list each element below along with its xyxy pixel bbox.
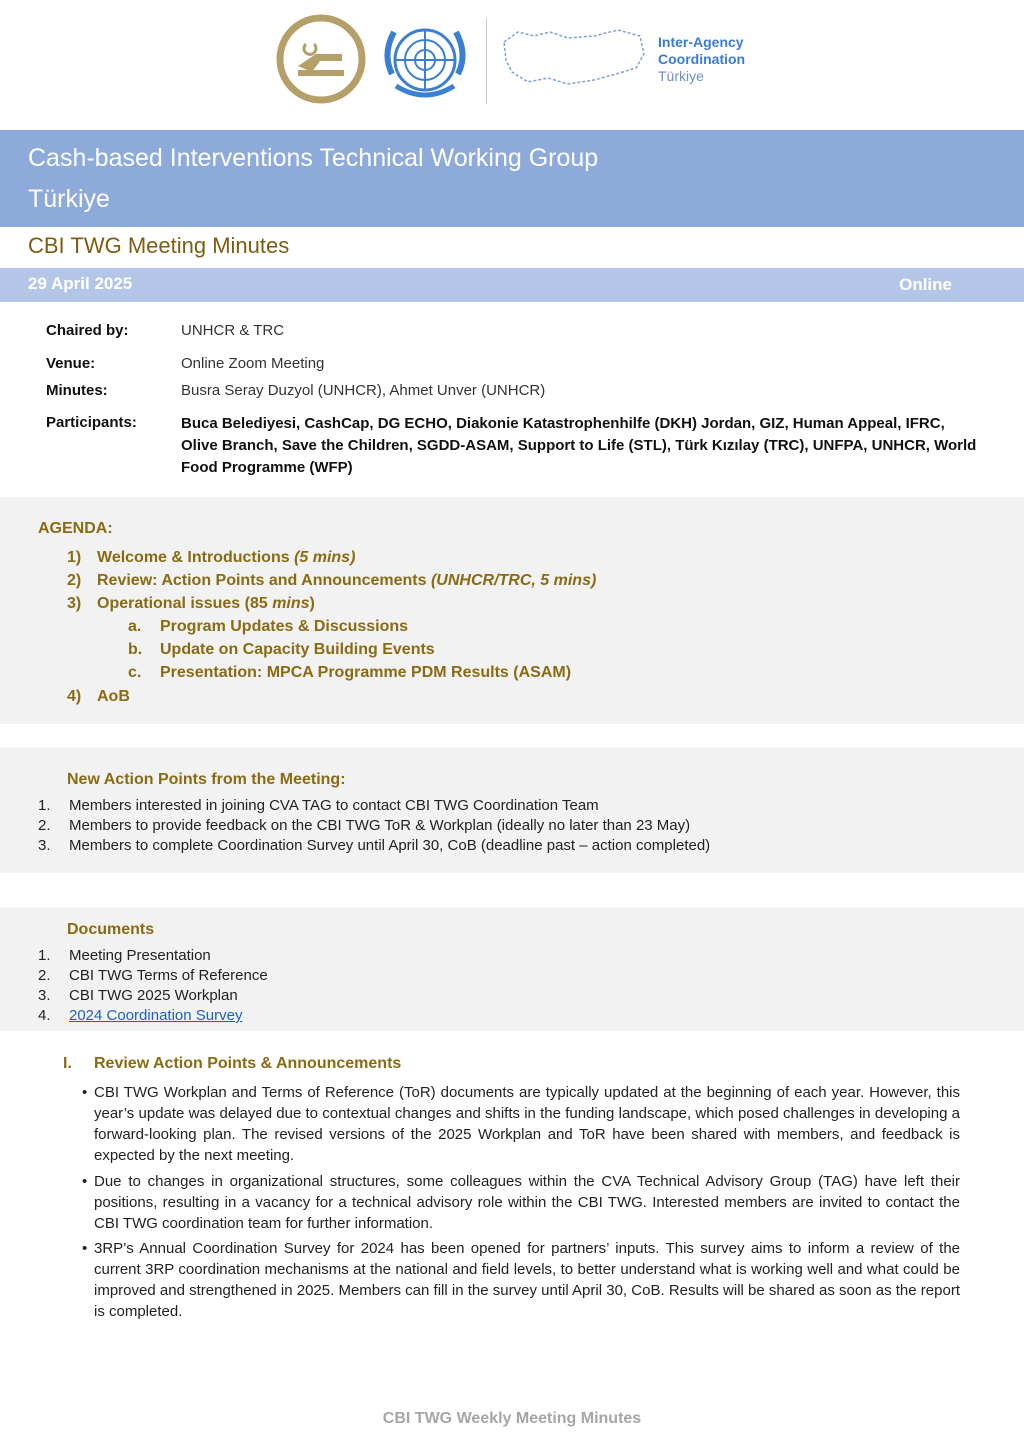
agenda-number: 4) (67, 688, 82, 705)
turkiye-map-icon (498, 24, 648, 94)
agenda-text: Welcome & Introductions (97, 549, 295, 566)
minutes-value: Busra Seray Duzyol (UNHCR), Ahmet Unver (UNHCR) (181, 382, 546, 399)
document-subtitle: CBI TWG Meeting Minutes (28, 233, 290, 258)
date-band (0, 268, 1024, 302)
logo-bar (276, 14, 756, 106)
agenda-item (67, 595, 315, 613)
agenda-letter: b. (128, 641, 143, 658)
document-item (38, 987, 238, 1004)
list-text: CBI TWG Terms of Reference (69, 967, 268, 984)
bullet-icon: • (82, 1173, 88, 1190)
participants-value: Buca Belediyesi, CashCap, DG ECHO, Diakonie Katastrophenhilfe (DKH) Jordan, GIZ, Human Appeal, IFRC, Olive Branch, Save the Children, SGDD-ASAM, Support to Life (STL), Türk Kızılay (TRC), UNFPA, UNHCR, World Food Programme (WFP) (181, 415, 977, 476)
agenda-note: (UNHCR/TRC, 5 mins) (430, 572, 597, 589)
meeting-date: 29 April 2025 (28, 274, 133, 293)
agenda-item (67, 688, 130, 706)
org-line-3: Türkiye (658, 68, 704, 84)
participants-label: Participants: (46, 414, 137, 431)
section-number: I. (63, 1055, 72, 1072)
document-item (38, 967, 268, 984)
review-bullet (82, 1082, 960, 1166)
bullet-text: 3RP’s Annual Coordination Survey for 2024 has been opened for partners’ inputs. This survey aims to inform a review of the current 3RP coordination mechanisms at the national and field levels, to better understand what is working well and what could be improved and strengthened in 2025. Members can fill in the survey until April 30, CoB. Results will be shared as soon as the report is completed. (94, 1240, 960, 1320)
list-number: 1. (38, 797, 51, 814)
chaired-value: UNHCR & TRC (181, 322, 285, 339)
agenda-text: Operational issues (85 (97, 595, 273, 612)
venue-value: Online Zoom Meeting (181, 355, 325, 372)
list-number: 2. (38, 817, 51, 834)
agenda-subitem (128, 641, 435, 659)
documents-title: Documents (67, 921, 155, 938)
agenda-title: AGENDA: (38, 520, 113, 537)
list-number: 4. (38, 1007, 51, 1024)
agenda-number: 3) (67, 595, 82, 612)
bullet-icon: • (82, 1084, 88, 1101)
list-text: CBI TWG 2025 Workplan (69, 987, 238, 1004)
action-point-item (38, 797, 599, 814)
chaired-label: Chaired by: (46, 322, 129, 339)
meeting-mode: Online (899, 275, 952, 294)
agenda-text: Update on Capacity Building Events (160, 641, 435, 658)
org-line-1: Inter-Agency (658, 34, 744, 50)
bullet-text: Due to changes in organizational structures, some colleagues within the CVA Technical Advisory Group (TAG) have left their positions, resulting in a vacancy for a technical advisory role within the CBI TWG. Interested members are invited to contact the CBI TWG coordination team for further information. (94, 1173, 960, 1232)
page-title: Cash-based Interventions Technical Working Group (28, 144, 599, 172)
venue-label: Venue: (46, 355, 96, 372)
coordination-survey-link[interactable]: 2024 Coordination Survey (69, 1007, 243, 1024)
logo-divider (486, 18, 487, 104)
agenda-item (67, 572, 596, 590)
action-points-title: New Action Points from the Meeting: (67, 771, 346, 788)
minutes-label: Minutes: (46, 382, 108, 399)
list-text: Members to provide feedback on the CBI TWG ToR & Workplan (ideally no later than 23 May) (69, 817, 691, 834)
agenda-subitem (128, 618, 408, 636)
agenda-text-close: ) (309, 595, 315, 612)
review-heading (63, 1055, 401, 1073)
org-name (658, 34, 745, 85)
review-bullet (82, 1238, 960, 1322)
agenda-number: 1) (67, 549, 82, 566)
review-title: Review Action Points & Announcements (94, 1055, 402, 1072)
bullet-icon: • (82, 1240, 88, 1257)
review-bullet (82, 1171, 960, 1234)
red-crescent-logo-icon (276, 14, 366, 104)
agenda-letter: a. (128, 618, 142, 635)
agenda-subitem (128, 664, 571, 682)
action-point-item (38, 817, 690, 834)
agenda-note: mins (272, 595, 310, 612)
document-item (38, 947, 211, 964)
list-number: 1. (38, 947, 51, 964)
action-point-item (38, 837, 710, 854)
agenda-item (67, 549, 355, 567)
un-emblem-icon (374, 14, 476, 106)
org-line-2: Coordination (658, 51, 746, 67)
agenda-number: 2) (67, 572, 82, 589)
document-item (38, 1007, 242, 1024)
agenda-letter: c. (128, 664, 142, 681)
list-number: 3. (38, 837, 51, 854)
list-number: 3. (38, 987, 51, 1004)
page-footer: CBI TWG Weekly Meeting Minutes (382, 1410, 642, 1427)
agenda-text: Program Updates & Discussions (160, 618, 409, 635)
list-number: 2. (38, 967, 51, 984)
agenda-note: (5 mins) (294, 549, 356, 566)
list-text: Members to complete Coordination Survey until April 30, CoB (deadline past – action completed) (69, 837, 711, 854)
title-band (0, 130, 1024, 227)
agenda-text: Review: Action Points and Announcements (97, 572, 431, 589)
agenda-text: Presentation: MPCA Programme PDM Results (ASAM) (160, 664, 572, 681)
page-title-country: Türkiye (28, 185, 110, 213)
bullet-text: CBI TWG Workplan and Terms of Reference (ToR) documents are typically updated at the beginning of each year. However, this year’s update was delayed due to contextual changes and shifts in the funding landscape, which posed challenges in developing a forward-looking plan. The revised versions of the 2025 Workplan and ToR have been shared with members, and feedback is expected by the next meeting. (94, 1084, 960, 1164)
list-text: Meeting Presentation (69, 947, 211, 964)
agenda-text: AoB (97, 688, 130, 705)
list-text: Members interested in joining CVA TAG to contact CBI TWG Coordination Team (69, 797, 599, 814)
